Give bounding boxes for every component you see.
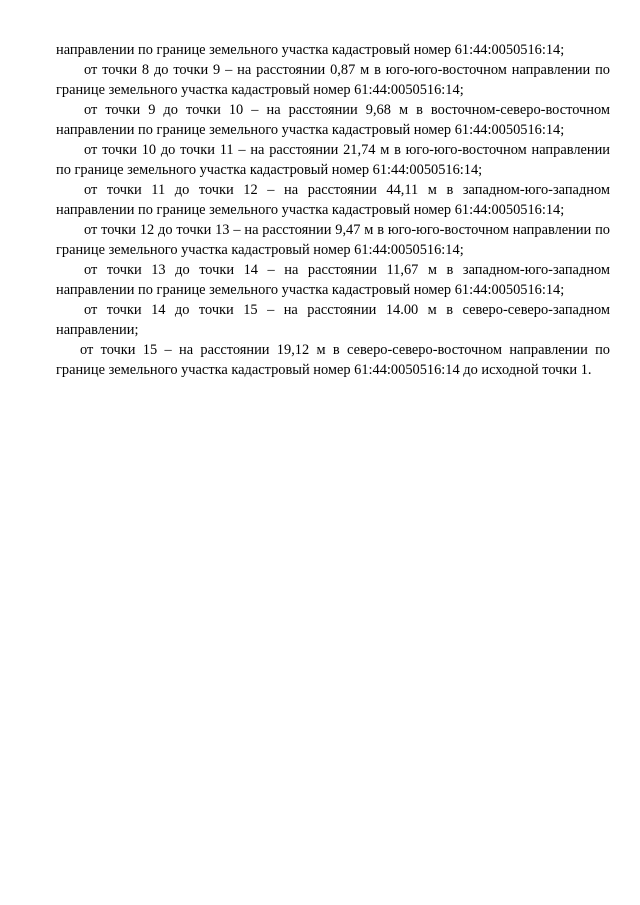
paragraph-segment-11-12: от точки 11 до точки 12 – на расстоянии 44,11 м в западном-юго-западном направлении по границе земельного участка кадастровый номер 61:44:0050516:14; (56, 182, 610, 218)
paragraph-segment-9-10: от точки 9 до точки 10 – на расстоянии 9,68 м в восточном-северо-восточном направлении по границе земельного участка кадастровый номер 61:44:0050516:14; (56, 102, 610, 138)
paragraph-segment-12-13: от точки 12 до точки 13 – на расстоянии 9,47 м в юго-юго-восточном направлении по границе земельного участка кадастровый номер 61:44:0050516:14; (56, 222, 610, 258)
paragraph-segment-14-15: от точки 14 до точки 15 – на расстоянии 14.00 м в северо-северо-западном направлении; (56, 302, 610, 338)
paragraph-continuation: направлении по границе земельного участка кадастровый номер 61:44:0050516:14; (56, 42, 565, 58)
document-page (56, 40, 610, 380)
paragraph-segment-8-9: от точки 8 до точки 9 – на расстоянии 0,87 м в юго-юго-восточном направлении по границе земельного участка кадастровый номер 61:44:0050516:14; (56, 62, 610, 98)
paragraph-segment-10-11: от точки 10 до точки 11 – на расстоянии 21,74 м в юго-юго-восточном направлении по границе земельного участка кадастровый номер 61:44:0050516:14; (56, 142, 610, 178)
paragraph-segment-15-1: от точки 15 – на расстоянии 19,12 м в северо-северо-восточном направлении по границе земельного участка кадастровый номер 61:44:0050516:14 до исходной точки 1. (56, 342, 610, 378)
paragraph-segment-13-14: от точки 13 до точки 14 – на расстоянии 11,67 м в западном-юго-западном направлении по границе земельного участка кадастровый номер 61:44:0050516:14; (56, 262, 610, 298)
